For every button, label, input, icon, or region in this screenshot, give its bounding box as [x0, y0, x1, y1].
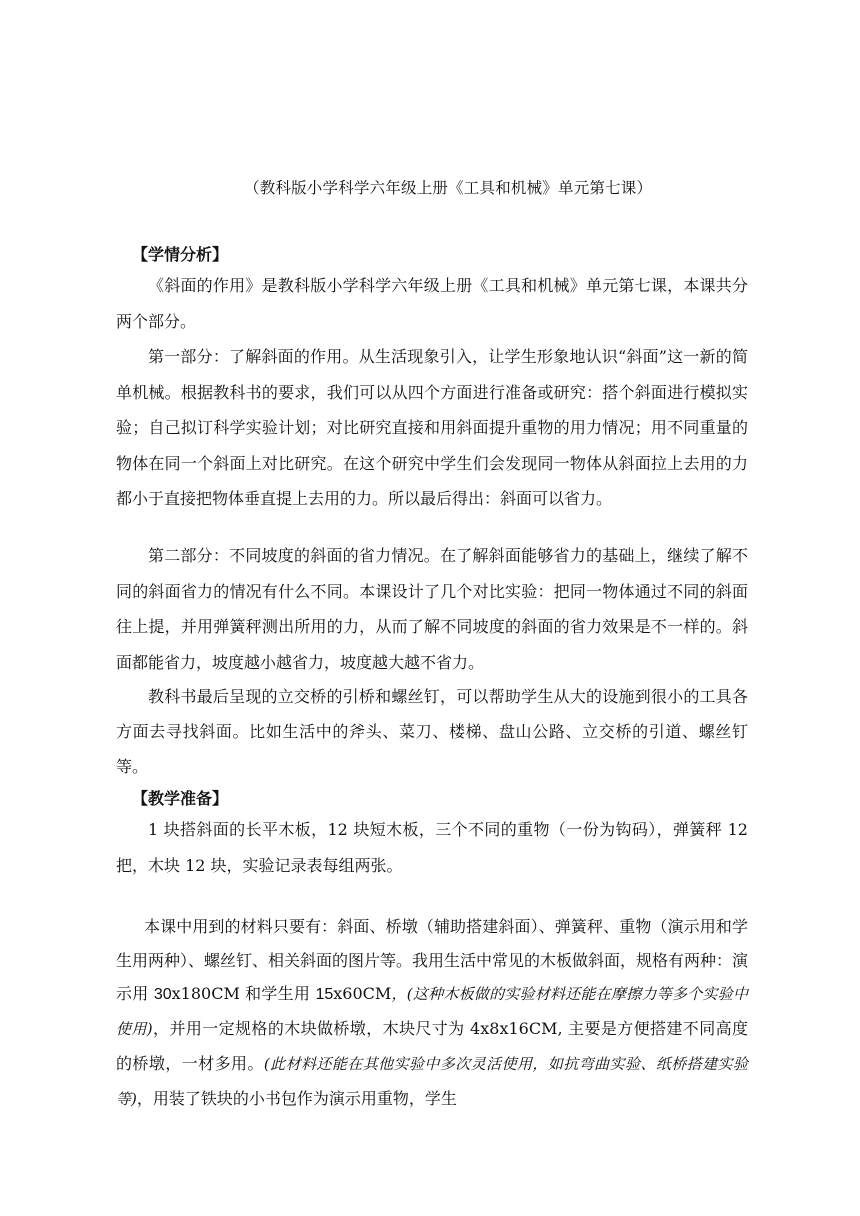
- times-sign: x: [171, 984, 181, 1004]
- analysis-paragraph-3: 第二部分：不同坡度的斜面的省力情况。在了解斜面能够省力的基础上，继续了解不同的斜面省力的情况有什么不同。本课设计了几个对比实验：把同一物体通过不同的斜面往上提，并用弹簧秤测出所用的力，从而了解不同坡度的斜面的省力效果是不一样的。斜面都能省力，坡度越小越省力，坡度越大越不省力。: [116, 546, 748, 672]
- materials-note-2: (此材料还能在其他实验中多次灵活使用，如抗弯曲实验、纸桥搭建实验等): [116, 1054, 748, 1108]
- block-dim-3: 16CM,: [508, 1019, 563, 1039]
- board-length-demo: 180CM: [180, 984, 240, 1004]
- materials-text-1: 本课中用到的材料只要有：斜面、桥墩（辅助搭建斜面）、弹簧秤、重物（演示用和学生用两种）、螺丝钉、相关斜面的图片等。我用生活中常见的木板做斜面，规格有两种：演示用: [116, 917, 749, 1004]
- board-width-demo: 30: [153, 986, 172, 1004]
- materials-text-2: 和学生用: [239, 984, 316, 1004]
- analysis-paragraph-4: 教科书最后呈现的立交桥的引桥和螺丝钉，可以帮助学生从大的设施到很小的工具各方面去寻找斜面。比如生活中的斧头、菜刀、楼梯、盘山公路、立交桥的引道、螺丝钉等。: [116, 687, 748, 776]
- board-width-student: 15: [315, 986, 334, 1004]
- board-length-student: 60CM: [342, 984, 392, 1004]
- materials-text-5: ，用装了铁块的小书包作为演示用重物，学生: [136, 1088, 457, 1108]
- section-heading-preparation: 【教学准备】: [132, 789, 229, 808]
- materials-paragraph: [116, 910, 748, 1116]
- times-sign: x: [499, 1019, 509, 1039]
- materials-note-1: ，(这种木板做的实验材料还能在摩擦力等多个实验中使用): [116, 985, 748, 1039]
- preparation-paragraph: 1 块搭斜面的长平木板，12 块短木板，三个不同的重物（一份为钩码），弹簧秤 12 把，木块 12 块，实验记录表每组两张。: [116, 820, 748, 875]
- analysis-paragraph-1: 《斜面的作用》是教科版小学科学六年级上册《工具和机械》单元第七课，本课共分两个部分。: [116, 276, 748, 331]
- times-sign: x: [333, 984, 343, 1004]
- block-dim-2: 8: [489, 1019, 500, 1039]
- analysis-paragraph-2: 第一部分：了解斜面的作用。从生活现象引入，让学生形象地认识“斜面”这一新的简单机械。根据教科书的要求，我们可以从四个方面进行准备或研究：搭个斜面进行模拟实验；自己拟订科学实验计划；对比研究直接和用斜面提升重物的用力情况；用不同重量的物体在同一个斜面上对比研究。在这个研究中学生们会发现同一物体从斜面拉上去用的力都小于直接把物体垂直提上去用的力。所以最后得出：斜面可以省力。: [116, 347, 748, 508]
- times-sign: x: [480, 1019, 490, 1039]
- materials-text-3: ，并用一定规格的木块做桥墩，木块尺寸为 4: [152, 1019, 481, 1039]
- materials-text-4: 主要是方便搭建不同高度的桥墩，一材多用。: [116, 1019, 748, 1073]
- section-heading-analysis: 【学情分析】: [132, 245, 229, 264]
- lesson-subtitle: （教科版小学科学六年级上册《工具和机械》单元第七课）: [244, 179, 653, 197]
